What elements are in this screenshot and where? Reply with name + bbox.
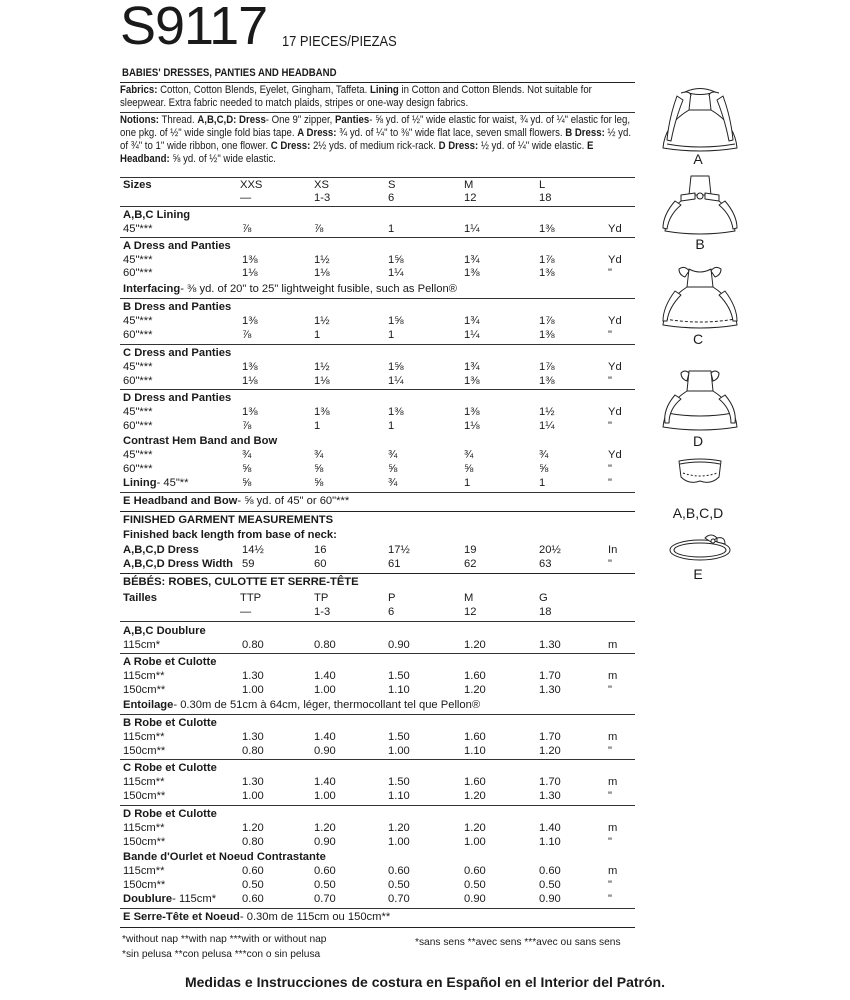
entoilage-row: Entoilage- 0.30m de 51cm à 64cm, léger, thermocollant tel que Pellon® xyxy=(123,699,481,711)
table-row: 115cm** 1.20 1.20 1.20 1.20 1.40 m xyxy=(123,822,618,834)
headband-illustration xyxy=(665,530,735,566)
headband-row: E Headband and Bow- ⅝ yd. of 45" or 60"*** xyxy=(123,495,350,507)
section-title: A Robe et Culotte xyxy=(123,656,217,668)
section-subtitle: Finished back length from base of neck: xyxy=(123,529,337,541)
section-title: B Robe et Culotte xyxy=(123,717,217,729)
section-title: A,B,C Doublure xyxy=(123,625,206,637)
table-row: 150cm** 1.00 1.00 1.10 1.20 1.30 " xyxy=(123,684,612,696)
divider xyxy=(120,206,635,207)
interfacing-row: Interfacing- ⅜ yd. of 20" to 25" lightweight fusible, such as Pellon® xyxy=(123,283,457,295)
dress-d-illustration xyxy=(655,365,745,435)
section-title: C Dress and Panties xyxy=(123,347,232,359)
pattern-number: S9117 xyxy=(120,0,268,56)
table-row: Lining- 45"** ⅝ ⅝ ¾ 1 1 " xyxy=(123,477,612,489)
section-title: B Dress and Panties xyxy=(123,301,232,313)
divider xyxy=(120,511,635,512)
table-row: Doublure- 115cm* 0.60 0.70 0.70 0.90 0.90 " xyxy=(123,893,612,905)
divider xyxy=(120,82,635,83)
serre-tete-row: E Serre-Tête et Noeud- 0.30m de 115cm ou 150cm** xyxy=(123,911,391,923)
figure-label-b: B xyxy=(695,236,705,252)
table-row: 45"*** 1⅜ 1⅜ 1⅜ 1⅜ 1½ Yd xyxy=(123,406,622,418)
section-title: BÉBÉS: ROBES, CULOTTE ET SERRE-TÊTE xyxy=(123,576,359,588)
table-row: A,B,C,D Dress Width 59 60 61 62 63 " xyxy=(123,558,612,570)
figure-label-abcd: A,B,C,D xyxy=(672,505,724,521)
table-row: 60"*** 1⅛ 1⅛ 1¼ 1⅜ 1⅜ " xyxy=(123,375,612,387)
figure-label-c: C xyxy=(692,331,704,347)
sizes-number-row: — 1-3 6 12 18 xyxy=(240,192,552,204)
divider xyxy=(120,621,635,622)
dress-a-illustration xyxy=(655,78,745,153)
table-row: 45"*** ¾ ¾ ¾ ¾ ¾ Yd xyxy=(123,449,622,461)
divider xyxy=(120,805,635,806)
table-row: 150cm** 0.80 0.90 1.00 1.10 1.20 " xyxy=(123,745,612,757)
nap-note-en: *without nap **with nap ***with or without nap xyxy=(122,934,327,945)
figure-label-e: E xyxy=(693,566,703,582)
divider xyxy=(120,298,635,299)
divider xyxy=(120,573,635,574)
sizes-header-row: Sizes XXS XS S M L xyxy=(123,179,546,191)
section-title: A Dress and Panties xyxy=(123,240,231,252)
panties-illustration xyxy=(675,455,725,487)
table-row: A,B,C,D Dress 14½ 16 17½ 19 20½ In xyxy=(123,544,618,556)
divider xyxy=(120,237,635,238)
table-row: 45"*** 1⅜ 1½ 1⅝ 1¾ 1⅞ Yd xyxy=(123,315,622,327)
divider xyxy=(120,112,635,113)
divider xyxy=(120,653,635,654)
table-row: 150cm** 0.80 0.90 1.00 1.00 1.10 " xyxy=(123,836,612,848)
divider xyxy=(120,177,635,178)
pattern-title: BABIES' DRESSES, PANTIES AND HEADBAND xyxy=(122,67,337,79)
figure-label-a: A xyxy=(693,151,703,167)
section-title: A,B,C Lining xyxy=(123,209,191,221)
table-row: 45"*** 1⅜ 1½ 1⅝ 1¾ 1⅞ Yd xyxy=(123,254,622,266)
section-title: D Robe et Culotte xyxy=(123,808,217,820)
table-row: 45"*** ⅞ ⅞ 1 1¼ 1⅜ Yd xyxy=(123,223,622,235)
nap-note-es: *sin pelusa **con pelusa ***con o sin pelusa xyxy=(122,949,321,960)
divider xyxy=(120,389,635,390)
section-title: C Robe et Culotte xyxy=(123,762,217,774)
table-row: 115cm** 1.30 1.40 1.50 1.60 1.70 m xyxy=(123,731,618,743)
nap-note-fr: *sans sens **avec sens ***avec ou sans sens xyxy=(415,937,621,948)
figure-label-d: D xyxy=(692,433,704,449)
footer-note: Medidas e Instrucciones de costura en Español en el Interior del Patrón. xyxy=(184,974,665,990)
table-row: 60"*** 1⅛ 1⅛ 1¼ 1⅜ 1⅜ " xyxy=(123,267,612,279)
dress-b-illustration xyxy=(655,173,745,238)
divider xyxy=(120,492,635,493)
section-title: FINISHED GARMENT MEASUREMENTS xyxy=(123,514,334,526)
table-row: 150cm** 1.00 1.00 1.10 1.20 1.30 " xyxy=(123,790,612,802)
divider xyxy=(120,344,635,345)
table-row: 115cm* 0.80 0.80 0.90 1.20 1.30 m xyxy=(123,639,618,651)
fabrics-paragraph: Fabrics: Cotton, Cotton Blends, Eyelet, Gingham, Taffeta. Lining in Cotton and Cotton Blends. Not suitable for sleepwear. Extra fabric needed to match plaids, stripes or one-way design fabrics. xyxy=(120,84,592,109)
notions-paragraph: Notions: Thread. A,B,C,D: Dress- One 9" zipper, Panties- ⅝ yd. of ½" wide elastic for waist, ¾ yd. of ¼" elastic for leg, one pkg. of ½" wide single fold bias tape. A Dress: ¾ yd. of ¼" to ⅜" wide flat lace, seven small flowers. B Dress: ½ yd. of ¾" to 1" wide ribbon, one flower. C Dress: 2½ yds. of medium rick-rack. D Dress: ½ yd. of ¼" wide elastic. E Headband: ⅝ yd. of ½" wide elastic. xyxy=(120,114,632,165)
section-title: D Dress and Panties xyxy=(123,392,232,404)
dress-c-illustration xyxy=(655,263,745,333)
table-row: 115cm** 1.30 1.40 1.50 1.60 1.70 m xyxy=(123,670,618,682)
divider xyxy=(120,714,635,715)
sizes-number-row: — 1-3 6 12 18 xyxy=(240,606,552,618)
table-row: 45"*** 1⅜ 1½ 1⅝ 1¾ 1⅞ Yd xyxy=(123,361,622,373)
divider xyxy=(120,927,635,928)
table-row: 150cm** 0.50 0.50 0.50 0.50 0.50 " xyxy=(123,879,612,891)
sizes-header-row: Tailles TTP TP P M G xyxy=(123,592,548,604)
divider xyxy=(120,759,635,760)
section-title: Bande d'Ourlet et Noeud Contrastante xyxy=(123,851,326,863)
divider xyxy=(120,908,635,909)
table-row: 115cm** 0.60 0.60 0.60 0.60 0.60 m xyxy=(123,865,618,877)
table-row: 115cm** 1.30 1.40 1.50 1.60 1.70 m xyxy=(123,776,618,788)
section-title: Contrast Hem Band and Bow xyxy=(123,435,278,447)
pieces-count: 17 PIECES/PIEZAS xyxy=(282,33,397,50)
table-row: 60"*** ⅞ 1 1 1¼ 1⅜ " xyxy=(123,329,612,341)
table-row: 60"*** ⅝ ⅝ ⅝ ⅝ ⅝ " xyxy=(123,463,612,475)
table-row: 60"*** ⅞ 1 1 1⅛ 1¼ " xyxy=(123,420,612,432)
